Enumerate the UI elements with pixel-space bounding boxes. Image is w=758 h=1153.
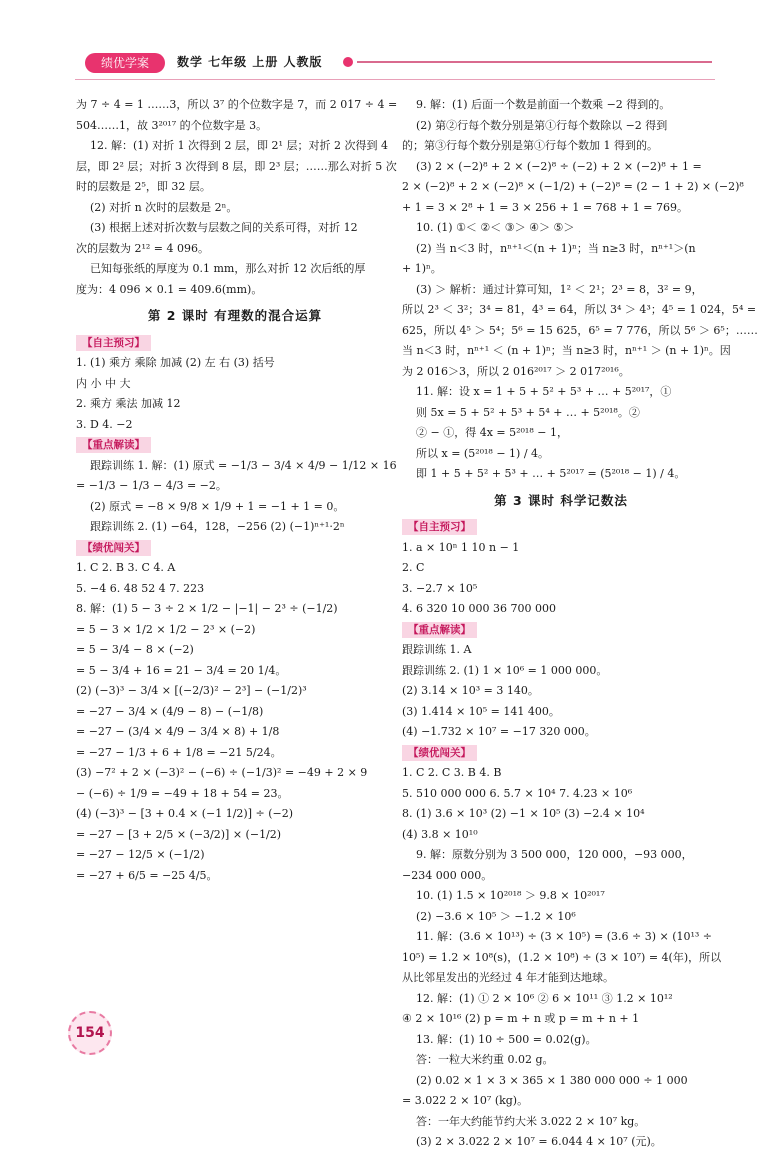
text-line: + 1 = 3 × 2⁸ + 1 = 3 × 256 + 1 = 768 + 1 = 769。 xyxy=(402,200,688,214)
text-line: (2) 当 n＜3 时，nⁿ⁺¹＜(n + 1)ⁿ；当 n≥3 时，nⁿ⁺¹＞(n xyxy=(416,241,696,255)
text-line: 3. D 4. −2 xyxy=(76,417,133,431)
section-tag-row xyxy=(76,538,394,559)
text-line: 12. 解：(1) 对折 1 次得到 2 层，即 2¹ 层；对折 2 次得到 4 xyxy=(90,139,388,152)
section-tag: 【自主预习】 xyxy=(76,335,151,351)
text-line: 内 小 中 大 xyxy=(76,376,131,390)
text-line: = −27 − (3/4 × 4/9 − 3/4 × 8) + 1/8 xyxy=(76,725,280,738)
section-tag: 【绩优闯关】 xyxy=(402,745,477,761)
text-line: 为 2 016＞3，所以 2 016²⁰¹⁷ ＞ 2 017²⁰¹⁶。 xyxy=(402,364,630,378)
text-line: 10⁵) = 1.2 × 10⁸(s)，(1.2 × 10⁸) ÷ (3 × 10⁷) = 4(年)，所以 xyxy=(402,950,722,964)
text-line: = 5 − 3/4 + 16 = 21 − 3/4 = 20 1/4。 xyxy=(76,663,287,677)
text-line: 度为：4 096 × 0.1 = 409.6(mm)。 xyxy=(76,282,263,296)
text-line: = −27 − 12/5 × (−1/2) xyxy=(76,848,205,861)
text-line: (4) (−3)³ − [3 + 0.4 × (−1 1/2)] ÷ (−2) xyxy=(76,807,293,820)
text-line: 9. 解：(1) 后面一个数是前面一个数乘 −2 得到的。 xyxy=(416,98,671,111)
page-number: 154 xyxy=(68,1011,112,1055)
text-line: (4) 3.8 × 10¹⁰ xyxy=(402,827,478,841)
text-line: (3) ＞ 解析：通过计算可知，1² ＜ 2¹；2³ = 8，3² = 9， xyxy=(416,282,703,296)
section-tag-row xyxy=(76,435,394,456)
section-tag: 【自主预习】 xyxy=(402,519,477,535)
text-line: 5. 510 000 000 6. 5.7 × 10⁴ 7. 4.23 × 10⁶ xyxy=(402,786,633,800)
page-header xyxy=(75,48,715,86)
text-line: (2) 原式 = −8 × 9/8 × 1/9 + 1 = −1 + 1 = 0。 xyxy=(90,499,345,513)
section-heading: 第 2 课时 有理数的混合运算 xyxy=(147,308,323,323)
text-line: (2) 3.14 × 10³ = 3 140。 xyxy=(402,684,539,697)
text-line: (3) 2 × (−2)⁸ + 2 × (−2)⁸ ÷ (−2) + 2 × (−2)⁸ + 1 = xyxy=(416,159,702,173)
text-line: 1. C 2. B 3. C 4. A xyxy=(76,561,176,574)
text-line: 所以 2³ ＜ 3²；3⁴ = 81，4³ = 64，所以 3⁴ ＞ 4³；4⁵ = 1 024，5⁴ = xyxy=(402,303,757,316)
text-line: 即 1 + 5 + 5² + 5³ + … + 5²⁰¹⁷ = (5²⁰¹⁸ − 1) / 4。 xyxy=(416,467,686,480)
text-line: 8. 解：(1) 5 − 3 ÷ 2 × 1/2 − |−1| − 2³ ÷ (−1/2) xyxy=(76,602,338,615)
text-line: + 1)ⁿ。 xyxy=(402,262,442,275)
text-line: (2) 对折 n 次时的层数是 2ⁿ。 xyxy=(90,200,238,214)
text-line: (2) 0.02 × 1 × 3 × 365 × 1 380 000 000 ÷ 1 000 xyxy=(416,1073,688,1087)
text-line: ④ 2 × 10¹⁶ (2) p = m + n 或 p = m + n + 1 xyxy=(402,1012,640,1025)
text-line: 9. 解：原数分别为 3 500 000，120 000，−93 000， xyxy=(416,848,693,861)
text-line: 层，即 2² 层；对折 3 次得到 8 层，即 2³ 层；……那么对折 5 次 xyxy=(76,159,397,173)
text-line: 1. (1) 乘方 乘除 加减 (2) 左 右 (3) 括号 xyxy=(76,356,275,369)
left-column xyxy=(76,95,398,886)
text-line: 13. 解：(1) 10 ÷ 500 = 0.02(g)。 xyxy=(416,1032,597,1046)
text-line: 2. 乘方 乘法 加减 12 xyxy=(76,397,181,410)
text-line: = −27 + 6/5 = −25 4/5。 xyxy=(76,868,218,882)
text-line: 则 5x = 5 + 5² + 5³ + 5⁴ + … + 5²⁰¹⁸。② xyxy=(416,405,640,419)
text-line: (2) −3.6 × 10⁵ ＞ −1.2 × 10⁶ xyxy=(416,909,576,923)
section-tag: 【重点解读】 xyxy=(76,437,151,453)
text-line: ② − ①，得 4x = 5²⁰¹⁸ − 1， xyxy=(416,426,568,439)
header-underline xyxy=(75,79,715,80)
section-tag: 【绩优闯关】 xyxy=(76,540,151,556)
text-line: 为 7 ÷ 4 = 1 ……3，所以 3⁷ 的个位数字是 7，而 2 017 ÷ 4 = xyxy=(76,98,398,111)
text-line: 11. 解：设 x = 1 + 5 + 5² + 5³ + … + 5²⁰¹⁷，① xyxy=(416,385,672,398)
text-line: (4) −1.732 × 10⁷ = −17 320 000。 xyxy=(402,725,596,738)
header-rule xyxy=(357,61,712,63)
text-line: = −27 − [3 + 2/5 × (−3/2)] × (−1/2) xyxy=(76,827,282,841)
text-line: 当 n＜3 时，nⁿ⁺¹ ＜ (n + 1)ⁿ；当 n≥3 时，nⁿ⁺¹ ＞ (n + 1)ⁿ。因 xyxy=(402,344,731,357)
text-line: 5. −4 6. 48 52 4 7. 223 xyxy=(76,581,205,595)
text-line: 2 × (−2)⁸ + 2 × (−2)⁸ × (−1/2) + (−2)⁸ = (2 − 1 + 2) × (−2)⁸ xyxy=(402,180,744,193)
section-tag-row xyxy=(402,620,720,641)
text-line: − (−6) ÷ 1/9 = −49 + 18 + 54 = 23。 xyxy=(76,786,289,800)
text-line: (3) 2 × 3.022 2 × 10⁷ = 6.044 4 × 10⁷ (元)。 xyxy=(416,1135,662,1148)
text-line: 1. C 2. C 3. B 4. B xyxy=(402,766,502,779)
text-line: 从比邻星发出的光经过 4 年才能到达地球。 xyxy=(402,971,614,984)
text-line: 504……1，故 3²⁰¹⁷ 的个位数字是 3。 xyxy=(76,118,268,132)
text-line: 跟踪训练 2. (1) 1 × 10⁶ = 1 000 000。 xyxy=(402,663,608,677)
text-line: 11. 解：(3.6 × 10¹³) ÷ (3 × 10⁵) = (3.6 ÷ 3) × (10¹³ ÷ xyxy=(416,930,713,943)
text-line: = 3.022 2 × 10⁷ (kg)。 xyxy=(402,1094,529,1107)
text-line: (3) 1.414 × 10⁵ = 141 400。 xyxy=(402,704,560,718)
text-line: = −1/3 − 1/3 − 4/3 = −2。 xyxy=(76,479,227,492)
text-line: 2. C xyxy=(402,561,425,574)
text-line: = −27 − 1/3 + 6 + 1/8 = −21 5/24。 xyxy=(76,745,282,759)
text-line: 3. −2.7 × 10⁵ xyxy=(402,581,478,595)
text-line: 8. (1) 3.6 × 10³ (2) −1 × 10⁵ (3) −2.4 × 10⁴ xyxy=(402,807,645,820)
text-line: 1. a × 10ⁿ 1 10 n − 1 xyxy=(402,540,520,554)
text-line: 4. 6 320 10 000 36 700 000 xyxy=(402,602,556,615)
section-tag-row xyxy=(402,517,720,538)
text-line: 答：一粒大米约重 0.02 g。 xyxy=(416,1053,554,1066)
text-line: 次的层数为 2¹² = 4 096。 xyxy=(76,241,210,255)
text-line: 12. 解：(1) ① 2 × 10⁶ ② 6 × 10¹¹ ③ 1.2 × 10¹² xyxy=(416,991,673,1005)
text-line: (2) 第②行每个数分别是第①行每个数除以 −2 得到 xyxy=(416,118,668,132)
text-line: 10. (1) ①＜ ②＜ ③＞ ④＞ ⑤＞ xyxy=(416,221,575,234)
text-line: 跟踪训练 2. (1) −64，128，−256 (2) (−1)ⁿ⁺¹·2ⁿ xyxy=(90,520,345,533)
right-column xyxy=(402,95,758,1153)
text-line: (2) (−3)³ − 3/4 × [(−2/3)² − 2³] − (−1/2)³ xyxy=(76,684,307,697)
text-line: 的；第③行每个数分别是第①行每个数加 1 得到的。 xyxy=(402,139,658,152)
text-line: = 5 − 3/4 − 8 × (−2) xyxy=(76,643,194,656)
text-line: 时的层数是 2⁵，即 32 层。 xyxy=(76,180,211,193)
text-line: 625，所以 4⁵ ＞ 5⁴；5⁶ = 15 625，6⁵ = 7 776，所以 5⁶ ＞ 6⁵；…… xyxy=(402,323,758,337)
text-line: 跟踪训练 1. A xyxy=(402,643,472,656)
section-tag-row xyxy=(402,743,720,764)
section-tag-row xyxy=(76,333,394,354)
brand-badge: 绩优学案 xyxy=(85,53,165,73)
text-line: 10. (1) 1.5 × 10²⁰¹⁸ ＞ 9.8 × 10²⁰¹⁷ xyxy=(416,889,605,902)
section-tag: 【重点解读】 xyxy=(402,622,477,638)
text-line: = 5 − 3 × 1/2 × 1/2 − 2³ × (−2) xyxy=(76,622,256,636)
text-line: 跟踪训练 1. 解：(1) 原式 = −1/3 − 3/4 × 4/9 − 1/12 × 16 xyxy=(90,458,397,472)
header-dot-icon xyxy=(343,57,353,67)
text-line: = −27 − 3/4 × (4/9 − 8) − (−1/8) xyxy=(76,704,264,718)
text-line: (3) −7² + 2 × (−3)² − (−6) ÷ (−1/3)² = −49 + 2 × 9 xyxy=(76,766,368,779)
section-heading: 第 3 课时 科学记数法 xyxy=(494,492,628,508)
text-line: (3) 根据上述对折次数与层数之间的关系可得，对折 12 xyxy=(90,221,358,234)
text-line: 已知每张纸的厚度为 0.1 mm，那么对折 12 次后纸的厚 xyxy=(90,262,366,275)
subject-title: 数学 七年级 上册 人教版 xyxy=(177,55,323,69)
text-line: −234 000 000。 xyxy=(402,868,493,882)
text-line: 答：一年大约能节约大米 3.022 2 × 10⁷ kg。 xyxy=(416,1114,646,1128)
text-line: 所以 x = (5²⁰¹⁸ − 1) / 4。 xyxy=(416,446,550,460)
